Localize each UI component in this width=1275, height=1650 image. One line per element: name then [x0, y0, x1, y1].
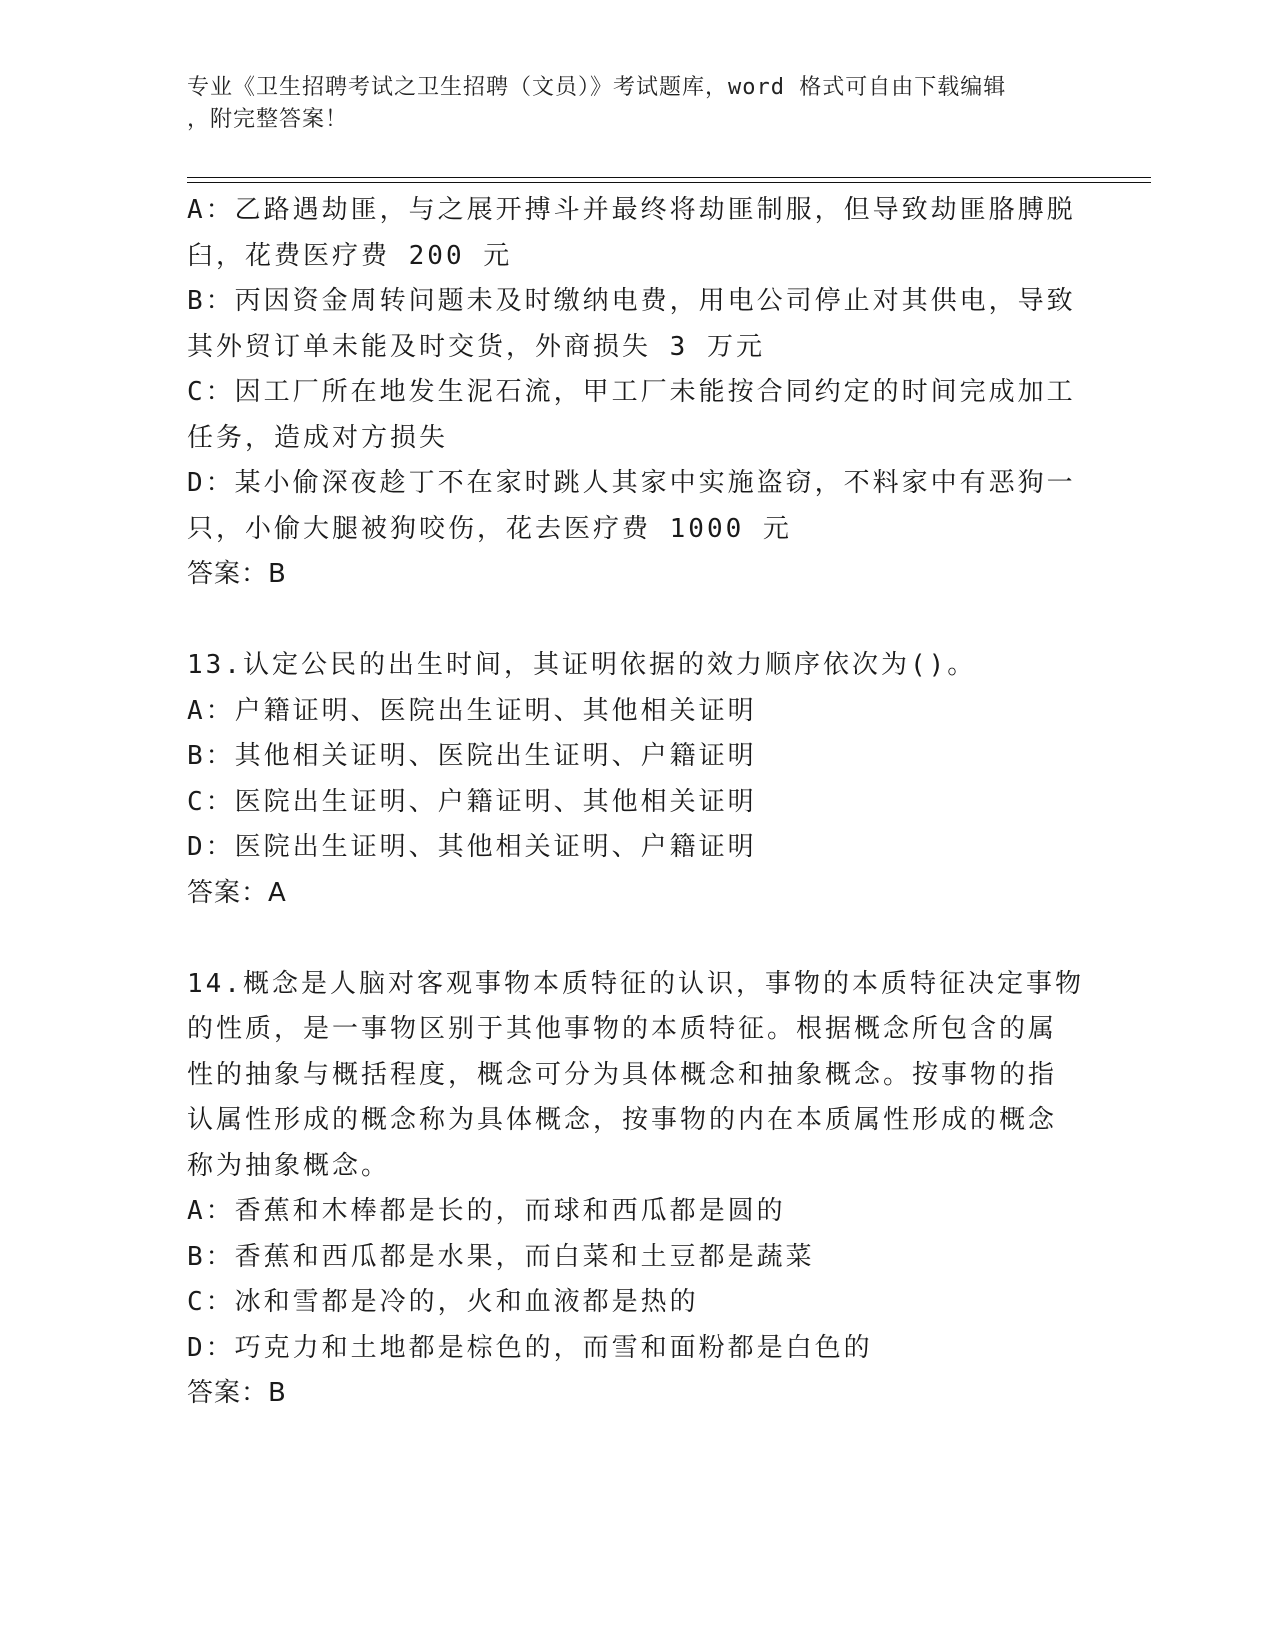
q12-answer: 答案：B — [187, 559, 287, 589]
question-12-block — [187, 188, 1087, 598]
header-divider-top — [187, 177, 1151, 178]
q14-option-d: D：巧克力和土地都是棕色的，而雪和面粉都是白色的 — [187, 1332, 873, 1363]
q14-question-line-4: 认属性形成的概念称为具体概念，按事物的内在本质属性形成的概念 — [187, 1105, 1058, 1135]
header-title-line-2: ，附完整答案！ — [187, 107, 349, 132]
q13-option-c: C：医院出生证明、户籍证明、其他相关证明 — [187, 786, 757, 817]
header-divider-bottom — [187, 182, 1151, 183]
q14-question-line-5: 称为抽象概念。 — [187, 1150, 391, 1181]
header-title-line-1: 专业《卫生招聘考试之卫生招聘（文员）》考试题库，word 格式可自由下载编辑 — [187, 75, 1007, 100]
spacer — [187, 598, 1087, 644]
document-header — [187, 72, 1087, 136]
question-13-block — [187, 643, 1087, 916]
question-content — [187, 188, 1087, 1417]
q12-option-b-line-2: 其外贸订单未能及时交货，外商损失 3 万元 — [187, 331, 765, 362]
q12-option-c-line-1: C：因工厂所在地发生泥石流，甲工厂未能按合同约定的时间完成加工 — [187, 377, 1076, 407]
q12-option-a-line-1: A：乙路遇劫匪，与之展开搏斗并最终将劫匪制服，但导致劫匪胳膊脱 — [187, 195, 1076, 225]
q14-question-line-1: 14.概念是人脑对客观事物本质特征的认识，事物的本质特征决定事物 — [187, 968, 1084, 999]
q14-option-b: B：香蕉和西瓜都是水果，而白菜和土豆都是蔬菜 — [187, 1241, 815, 1272]
q12-option-d-line-1: D：某小偷深夜趁丁不在家时跳人其家中实施盗窃，不料家中有恶狗一 — [187, 468, 1076, 498]
q12-option-b-line-1: B：丙因资金周转问题未及时缴纳电费，用电公司停止对其供电，导致 — [187, 286, 1076, 316]
q13-option-b: B：其他相关证明、医院出生证明、户籍证明 — [187, 741, 757, 771]
q14-answer: 答案：B — [187, 1378, 287, 1408]
q13-option-a: A：户籍证明、医院出生证明、其他相关证明 — [187, 695, 757, 726]
q14-question-line-2: 的性质，是一事物区别于其他事物的本质特征。根据概念所包含的属 — [187, 1014, 1058, 1044]
q13-answer: 答案：A — [187, 877, 287, 908]
q13-question-text: 13.认定公民的出生时间，其证明依据的效力顺序依次为()。 — [187, 650, 977, 680]
question-14-block — [187, 962, 1087, 1417]
q13-option-d: D：医院出生证明、其他相关证明、户籍证明 — [187, 832, 757, 862]
spacer — [187, 916, 1087, 962]
q14-question-line-3: 性的抽象与概括程度，概念可分为具体概念和抽象概念。按事物的指 — [187, 1059, 1058, 1090]
q12-option-d-line-2: 只，小偷大腿被狗咬伤，花去医疗费 1000 元 — [187, 513, 792, 544]
q14-option-a: A：香蕉和木棒都是长的，而球和西瓜都是圆的 — [187, 1196, 786, 1226]
q12-option-c-line-2: 任务，造成对方损失 — [187, 422, 449, 453]
q14-option-c: C：冰和雪都是冷的，火和血液都是热的 — [187, 1287, 699, 1317]
q12-option-a-line-2: 臼，花费医疗费 200 元 — [187, 240, 513, 271]
